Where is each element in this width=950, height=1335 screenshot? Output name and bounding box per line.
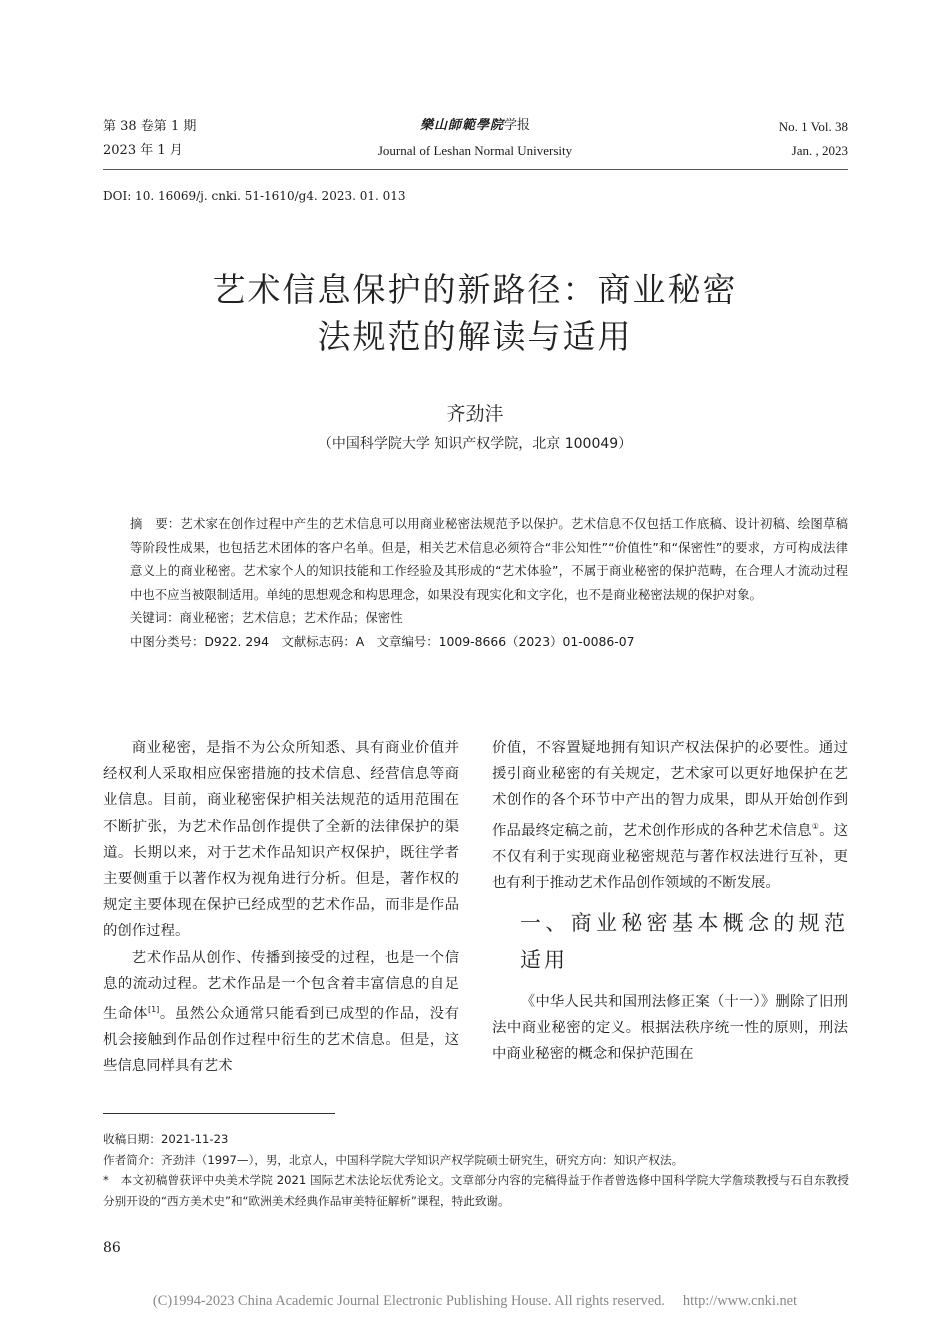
header-rule	[103, 169, 848, 170]
header-volume-issue-english: No. 1 Vol. 38	[778, 119, 848, 134]
author-affiliation: （中国科学院大学 知识产权学院，北京 100049）	[317, 436, 633, 452]
body-paragraph: 《中华人民共和国刑法修正案（十一）》删除了旧刑法中商业秘密的定义。根据法秩序统一性的原则，刑法中商业秘密的概念和保护范围在	[492, 994, 848, 1063]
body-right-column	[492, 735, 848, 1068]
journal-name-suffix: 学报	[504, 118, 531, 133]
article-title-line-1: 艺术信息保护的新路径：商业秘密	[212, 270, 738, 309]
paragraph-text: 价值，不容置疑地拥有知识产权法保护的必要性。通过援引商业秘密的有关规定，艺术家可以更好地保护在艺术创作的各个环节中产出的智力成果，即从开始创作到作品最终定稿之前，艺术创作形成的各种艺术信息	[492, 740, 848, 839]
body-paragraph	[492, 735, 848, 896]
body-left-column	[103, 735, 459, 1079]
journal-name-english: Journal of Leshan Normal University	[377, 143, 573, 158]
author-bio: 作者简介：齐劲沣（1997—），男，北京人，中国科学院大学知识产权学院硕士研究生，研究方向：知识产权法。	[103, 1152, 684, 1167]
doi: DOI: 10. 16069/j. cnki. 51-1610/g4. 2023. 01. 013	[103, 189, 406, 203]
article-title-line-2: 法规范的解读与适用	[317, 317, 633, 356]
classification-line: 中图分类号：D922. 294 文献标志码：A 文章编号：1009-8666（2023）01-0086-07	[130, 633, 635, 649]
footnote-rule	[103, 1113, 335, 1114]
author-name: 齐劲沣	[446, 403, 504, 425]
article-title	[100, 266, 850, 360]
header-volume-issue: 第 38 卷第 1 期	[103, 119, 197, 134]
footnotes	[103, 1129, 849, 1211]
page-number: 86	[103, 1240, 121, 1256]
keywords: 关键词：商业秘密；艺术信息；艺术作品；保密性	[130, 610, 403, 626]
abstract-text: 摘 要：艺术家在创作过程中产生的艺术信息可以用商业秘密法规范予以保护。艺术信息不仅包括工作底稿、设计初稿、绘图草稿等阶段性成果，也包括艺术团体的客户名单。但是，相关艺术信息必须符合“非公知性”“价值性”和“保密性”的要求，方可构成法律意义上的商业秘密。艺术家个人的知识技能和工作经验及其形成的“艺术体验”，不属于商业秘密的保护范畴，在合理人才流动过程中也不应当被限制适用。单纯的思想观念和构思理念，如果没有现实化和文字化，也不是商业秘密法规的保护对象。	[130, 516, 848, 602]
paragraph-text: 。虽然公众通常只能看到已成型的作品，没有机会接触到作品创作过程中衍生的艺术信息。但是，这些信息同样具有艺术	[103, 1005, 459, 1075]
body-paragraph	[103, 945, 459, 1080]
citation-ref: [1]	[147, 1005, 160, 1015]
copyright-notice: (C)1994-2023 China Academic Journal Electronic Publishing House. All rights reserved. http://www.cnki.net	[152, 1293, 798, 1309]
section-heading: 一、商业秘密基本概念的规范适用	[520, 911, 848, 973]
received-date: 收稿日期：2021-11-23	[103, 1132, 229, 1146]
header-date: 2023 年 1 月	[103, 143, 183, 158]
body-paragraph: 商业秘密，是指不为公众所知悉、具有商业价值并经权利人采取相应保密措施的技术信息、经营信息等商业信息。目前，商业秘密保护相关法规范的适用范围在不断扩张，为艺术作品创作提供了全新的法律保护的渠道。长期以来，对于艺术作品知识产权保护，既往学者主要侧重于以著作权为视角进行分析。但是，著作权的规定主要体现在保护已经成型的艺术作品，而非是作品的创作过程。	[103, 740, 459, 940]
paragraph-text: 艺术作品从创作、传播到接受的过程，也是一个信息的流动过程。艺术作品是一个包含着丰富信息的自足生命体	[103, 949, 459, 1022]
abstract	[130, 512, 848, 654]
footnote-marker: ①	[811, 821, 820, 831]
header-date-english: Jan. , 2023	[791, 143, 848, 158]
journal-logo: 樂山師範學院	[419, 118, 504, 133]
acknowledgement-note: * 本文初稿曾获评中央美术学院 2021 国际艺术法论坛优秀论文。文章部分内容的完稿得益于作者曾选修中国科学院大学詹琰教授与石自东教授分别开设的“西方美术史”和“欧洲美术经典作品审美特征解析”课程，特此致谢。	[103, 1173, 849, 1208]
paragraph-text: 。这不仅有利于实现商业秘密规范与著作权法进行互补，更也有利于推动艺术作品创作领域的不断发展。	[492, 822, 848, 891]
